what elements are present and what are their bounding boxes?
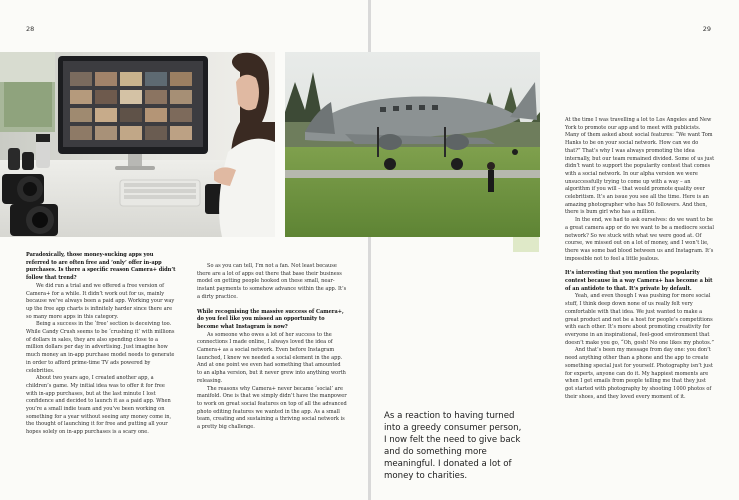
page-number-left: 28 — [26, 25, 35, 33]
paragraph: About two years ago, I created another app, a children’s game. My initial idea was to offer it for free with in-app purchases, but at the last minute I lost confidence and decided to launch it as a paid app. When you’re a small indie team and you’ve been working on something for a year without seeing any money come in, the thought of launching it for free and putting all your hopes solely on in-app purchases is a scary one. — [26, 375, 172, 436]
paragraph: Being a success in the ‘free’ section is deceiving too. While Candy Crush seems to be ‘crushing it’ with millions of dollars in sales, they are also spending close to a million dollars per day in advertising. Just imagine how much money an in-app purchase model needs to generate in order to afford prime-time TV ads powered by celebrities. — [26, 321, 175, 374]
paragraph: At the time I was travelling a lot to Los Angeles and New York to promote our app and to meet with publicists. Many of them asked about social features: “We want Tom Hanks to be on your social network. How can we do that?” That’s why I was always promoting the idea internally, but our team remained divided. Some of us just didn’t want to support the popularity contest that comes with a social network. In our alpha version we were unsuccessfully trying to come up with a way – an algorithm if you will – that would promote quality over celebritism. It’s an issue you see all the time. Here is an amazing photographer who has 50 followers. And then, there is bum girl who has a million. — [565, 117, 715, 216]
question-1: Paradoxically, those money-sucking apps you referred to are often free and ‘only’ offer in-app purchases. Is there a specific reason Camera+ didn’t follow that trend? — [26, 252, 176, 282]
left-column-1 — [26, 252, 176, 437]
paragraph: In the end, we had to ask ourselves: do we want to be a great camera app or do we want to be a mediocre social network? So we stuck with what we were good at. Of course, we missed out on a lot of money, and I won’t lie, there was some bad blood between us and Instagram. It’s impossible not to feel a little jealous. — [565, 217, 714, 262]
page-number-right: 29 — [702, 25, 711, 33]
paragraph: As someone who owes a lot of her success to the connections I made online, I always loved the idea of Camera+ as a social network. Even before Instagram launched, I knew we needed a social element in the app. And at one point we even had something that amounted to an alpha version, but it never grew into anything worth releasing. — [197, 331, 346, 384]
paragraph: So as you can tell, I’m not a fan. Not least because there are a lot of apps out there that base their business model on getting people hooked on these small, near-instant payments to somehow advance within the app. It’s a dirty practice. — [197, 263, 347, 300]
vintage-airplane-photo — [285, 52, 540, 237]
right-column — [565, 117, 715, 401]
photographer-at-desk-photo — [0, 52, 275, 237]
left-column-2 — [197, 263, 347, 432]
paragraph: Yeah, and even though I was pushing for more social stuff, I think deep down none of us really felt very comfortable with that idea. We just wanted to make a great product and not be a host for people’s competitions with each other. It’s more about promoting creativity for everyone in an inspirational, feel-good environment that doesn’t make you go, “Oh, gosh! No one likes my photos.” — [565, 293, 714, 346]
paragraph: We did run a trial and we offered a free version of Camera+ for a while. It didn’t work out for us, mainly because we’ve always been a paid app. Working your way up the free app charts is infinitely harder since there are so many more apps in this category. — [26, 282, 175, 320]
question-2: While recognising the massive success of Camera+, do you feel like you missed an opportunity to become what Instagram is now? — [197, 308, 344, 330]
paragraph: The reasons why Camera+ never became ‘social’ are manifold. One is that we simply didn’t have the manpower to work on great social features on top of all the advanced photo editing features we wanted in the app. As a small team, creating and sustaining a thriving social network is a pretty big challenge. — [197, 385, 347, 431]
question-3: It’s interesting that you mention the popularity contest because in a way Camera+ has become a bit of an antidote to that. It’s private by default. — [565, 270, 713, 292]
pull-quote: As a reaction to having turned into a greedy consumer person, I now felt the need to give back and do something more meaningful. I donated a lot of money to charities. — [384, 411, 522, 481]
paragraph: And that’s been my message from day one: you don’t need anything other than a phone and the app to create something special just for yourself. Photography isn’t just for experts, anyone can do it. My happiest moments are when I get emails from people telling me that they just got started with photography by shooting 1000 photos of their shoes, and they loved every moment of it. — [565, 347, 713, 400]
